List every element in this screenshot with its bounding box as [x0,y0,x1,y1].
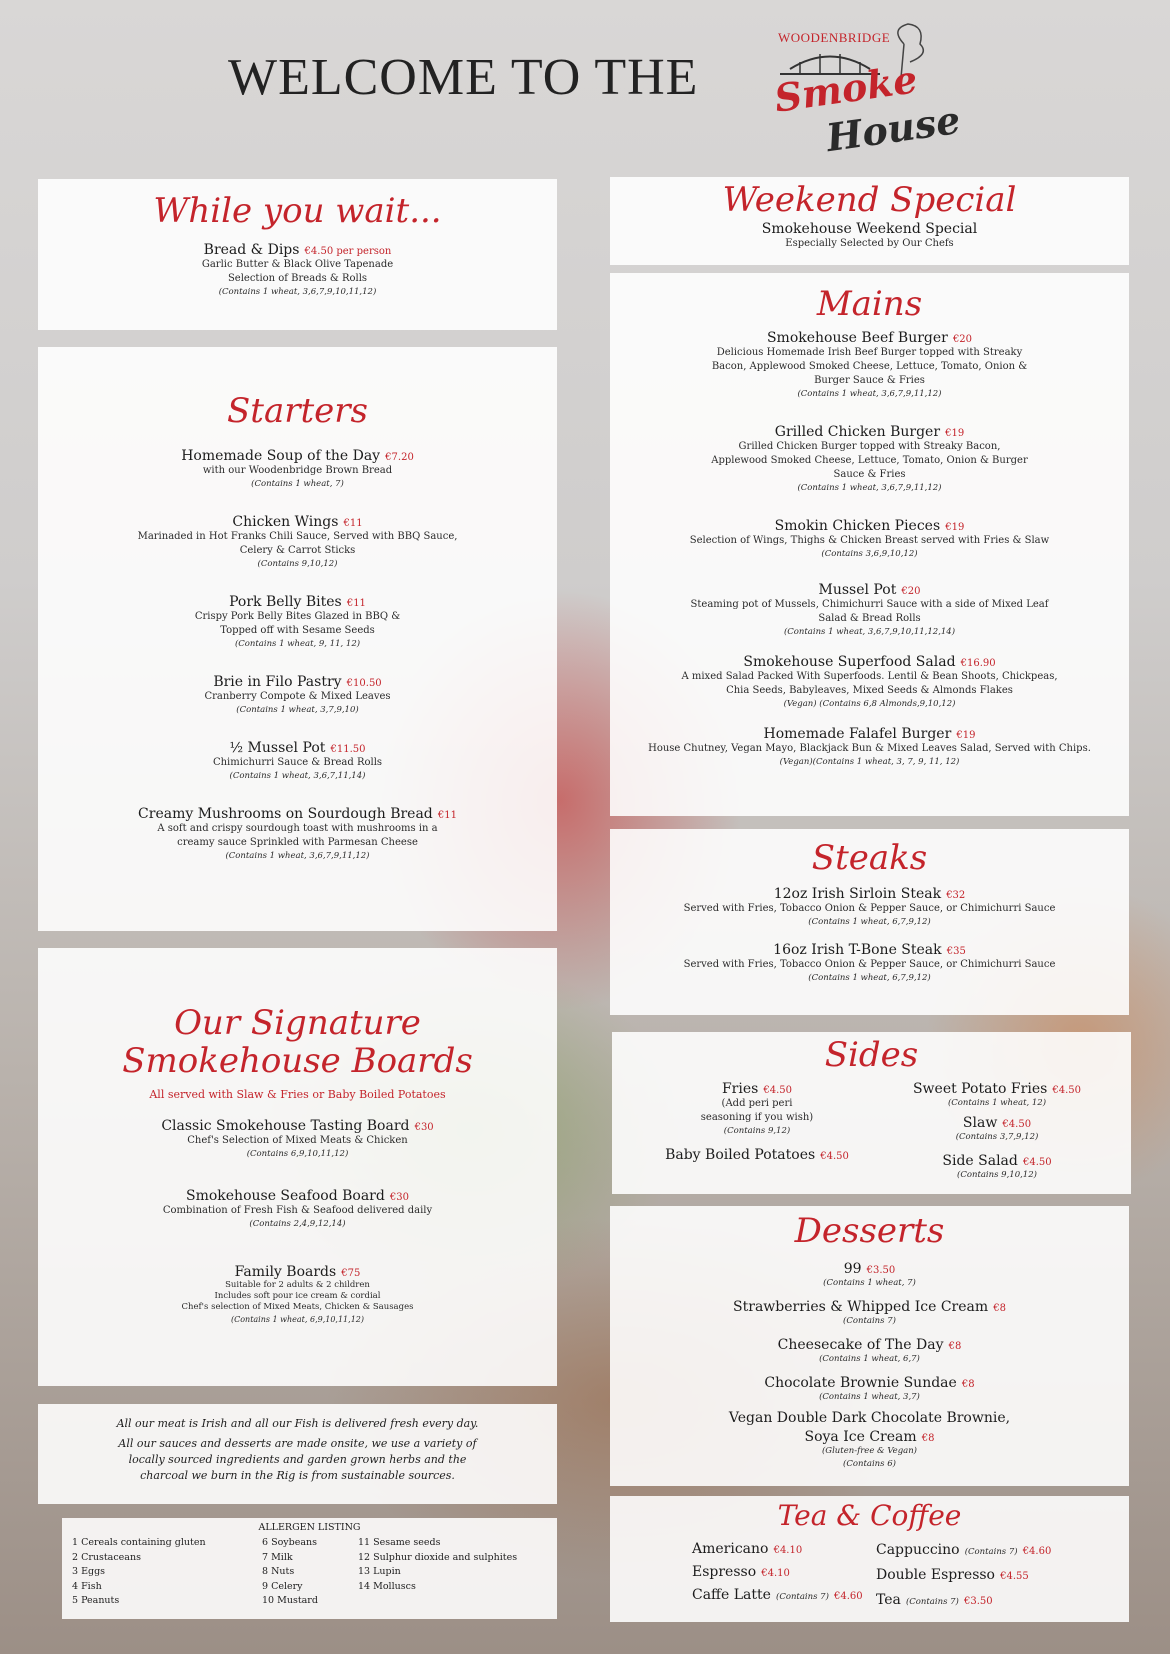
bread-dips-desc1: Garlic Butter & Black Olive Tapenade [201,259,394,270]
allergen-item: 1 Cereals containing gluten [72,1537,206,1548]
side-sweet-potato [882,1078,1112,1110]
item-desc: Crispy Pork Belly Bites Glazed in BBQ & Topped off with Sesame Seeds [194,611,401,636]
starter-item [88,591,507,651]
desserts-panel [610,1206,1129,1486]
item-price: €4.55 [1000,1571,1029,1582]
allergen-item: 5 Peanuts [72,1595,120,1606]
item-price: €32 [946,890,966,901]
bread-dips-price: €4.50 per person [304,246,392,257]
item-price: €19 [956,730,976,741]
item-contains: (Contains 1 wheat, 3,7) [819,1392,920,1402]
item-name: 12oz Irish Sirloin Steak [773,886,942,902]
item-name: Smokehouse Seafood Board [185,1188,385,1204]
starter-item [88,803,507,863]
weekend-title: Weekend Special [722,180,1017,220]
boards-panel [38,948,557,1386]
item-contains: (Contains 3,7,9,12) [955,1132,1039,1142]
item-contains: (Contains 9,10,12) [257,559,338,569]
item-contains: (Contains 1 wheat, 6,7) [819,1354,920,1364]
weekend-special-panel [610,177,1129,265]
item-price: €4.10 [773,1545,803,1556]
bread-dips-name: Bread & Dips [203,242,300,258]
dessert-vegan [610,1410,1129,1471]
item-price: €30 [389,1192,410,1203]
logo-mid-text: Smoke [771,56,920,121]
allergen-item: 7 Milk [262,1551,293,1563]
item-price: €11 [346,598,366,609]
item-note: (Contains 7) [964,1547,1018,1557]
item-name: Smokehouse Beef Burger [766,330,948,346]
item-name: Grilled Chicken Burger [774,424,941,440]
item-contains: (Contains 1 wheat, 9, 11, 12) [234,639,361,649]
item-desc: Marinaded in Hot Franks Chili Sauce, Served with BBQ Sauce, Celery & Carrot Sticks [137,531,458,556]
tea-coffee-title: Tea & Coffee [777,1499,962,1532]
main-item [640,723,1099,769]
sourcing-note-panel [38,1404,557,1504]
side-baby-potatoes [652,1144,862,1163]
item-price: €35 [946,946,966,957]
allergen-col-3 [358,1536,517,1609]
dessert-item [610,1258,1129,1290]
allergen-item: 9 Celery [262,1580,303,1592]
mains-title: Mains [816,284,923,324]
item-name: Strawberries & Whipped Ice Cream [733,1299,989,1315]
item-price: €4.10 [761,1568,790,1579]
drink-cappuccino [876,1538,1051,1563]
item-name: Tea [876,1592,901,1608]
allergen-item: 14 Molluscs [358,1580,416,1592]
item-name: Creamy Mushrooms on Sourdough Bread [138,806,433,822]
item-price: €7.20 [385,452,414,463]
item-desc: Steaming pot of Mussels, Chimichurri Sauce with a side of Mixed Leaf Salad & Bread Rolls [690,599,1049,624]
item-contains: (Contains 1 wheat, 6,9,10,11,12) [230,1315,364,1324]
family-board [78,1261,517,1326]
starters-panel [38,347,557,931]
side-salad [882,1150,1112,1182]
allergen-item: 8 Nuts [262,1566,295,1577]
item-name: Espresso [692,1564,757,1580]
item-note: (Contains 7) [776,1592,829,1602]
drink-tea [876,1588,1051,1613]
item-price: €4.50 [1002,1119,1032,1130]
item-contains: (Contains 7) [843,1316,896,1326]
allergen-item: 12 Sulphur dioxide and sulphites [358,1551,518,1563]
item-name: Pork Belly Bites [229,594,342,610]
item-desc: A soft and crispy sourdough toast with mushrooms in a creamy sauce Sprinkled with Parmesan Cheese [157,823,438,848]
tea-left-col [692,1538,863,1607]
item-price: €19 [945,428,965,439]
item-price: €30 [414,1122,434,1133]
item-name: Soya Ice Cream [804,1429,917,1445]
dessert-item [610,1372,1129,1404]
item-price: €8 [921,1433,935,1444]
item-price: €8 [948,1341,962,1352]
item-desc: Served with Fries, Tobacco Onion & Pepper Sauce, or Chimichurri Sauce [683,903,1056,914]
item-contains: (Contains 2,4,9,12,14) [249,1219,346,1229]
item-name: Homemade Falafel Burger [763,726,952,742]
item-contains: (Contains 1 wheat, 3,6,7,9,11,12) [797,389,942,399]
board-item [78,1185,517,1231]
item-price: €8 [961,1379,975,1390]
item-name: Baby Boiled Potatoes [665,1147,816,1163]
item-name: Caffe Latte [692,1587,771,1603]
drink-double-espresso [876,1563,1051,1588]
starter-item [88,511,507,571]
allergen-item: 6 Soybeans [262,1537,318,1548]
item-name: ½ Mussel Pot [229,740,326,756]
item-name: Homemade Soup of the Day [181,448,381,464]
item-desc: Combination of Fresh Fish & Seafood delivered daily [162,1205,433,1216]
main-item [640,651,1099,711]
note-line-2: All our sauces and desserts are made onsite, we use a variety of locally sourced ingredients and garden grown herbs and the charcoal we burn in the Rig is from sustainable sources. [118,1437,477,1482]
item-price: €4.50 [1052,1085,1082,1096]
dessert-item [610,1334,1129,1366]
mains-panel [610,273,1129,816]
item-desc: Delicious Homemade Irish Beef Burger topped with Streaky Bacon, Applewood Smoked Cheese, Lettuce, Tomato, Onion & Burger Sauce & Fries [711,347,1028,386]
starters-title: Starters [227,391,368,431]
item-desc: A mixed Salad Packed With Superfoods. Lentil & Bean Shoots, Chickpeas, Chia Seeds, Babyleaves, Mixed Seeds & Almonds Flakes [681,671,1058,696]
allergen-item: 11 Sesame seeds [358,1537,441,1548]
item-name: Cheesecake of The Day [777,1337,944,1353]
item-price: €10.50 [346,678,382,689]
starter-item [88,737,507,783]
item-name: Vegan Double Dark Chocolate Brownie, [728,1410,1011,1426]
steaks-panel [610,829,1129,1015]
item-name: 16oz Irish T-Bone Steak [773,942,942,958]
item-name: Cappuccino [876,1542,960,1558]
item-contains: (Contains 1 wheat, 7) [823,1278,916,1288]
item-desc: House Chutney, Vegan Mayo, Blackjack Bun & Mixed Leaves Salad, Served with Chips. [648,743,1091,754]
sides-title: Sides [824,1035,919,1075]
item-price: €20 [952,334,973,345]
item-desc: Chimichurri Sauce & Bread Rolls [212,757,383,768]
main-item [640,515,1099,561]
logo-bot-text: House [823,96,963,161]
item-price: €11.50 [330,744,366,755]
main-item [640,327,1099,401]
item-contains: (Contains 3,6,9,10,12) [821,549,918,559]
item-desc: Cranberry Compote & Mixed Leaves [204,691,391,702]
item-price: €4.50 [1022,1157,1052,1168]
item-contains: (Contains 1 wheat, 6,7,9,12) [808,973,931,983]
item-price: €20 [901,586,921,597]
item-price: €4.50 [820,1151,849,1162]
item-price: €19 [945,522,965,533]
item-price: €3.50 [866,1265,896,1276]
item-name: 99 [843,1261,862,1277]
item-price: €4.60 [1022,1546,1052,1557]
item-name: Smokehouse Superfood Salad [743,654,956,670]
steaks-title: Steaks [811,838,928,878]
item-name: Sweet Potato Fries [912,1081,1048,1097]
boards-title-1: Our Signature [174,1003,421,1043]
item-price: €8 [993,1303,1006,1314]
item-desc: Includes soft pour ice cream & cordial [214,1291,381,1301]
main-item [640,421,1099,495]
item-contains: (Vegan) (Contains 6,8 Almonds,9,10,12) [783,699,956,709]
item-name: Fries [721,1081,759,1097]
smokehouse-logo [770,14,963,164]
item-desc: Chef's selection of Mixed Meats, Chicken & Sausages [181,1302,414,1312]
item-desc: with our Woodenbridge Brown Bread [202,465,393,476]
item-contains: (Contains 9,10,12) [957,1170,1037,1180]
item-desc: Selection of Wings, Thighs & Chicken Breast served with Fries & Slaw [689,535,1050,546]
item-name: Brie in Filo Pastry [213,674,342,690]
while-you-wait-title: While you wait... [153,191,442,231]
starter-item [88,671,507,717]
dessert-item [610,1296,1129,1328]
starter-item [88,445,507,491]
steak-item [610,883,1129,929]
item-price: €3.50 [963,1596,993,1607]
item-contains: (Contains 9,12) [723,1126,791,1136]
allergen-item: 3 Eggs [72,1566,106,1577]
item-name: Classic Smokehouse Tasting Board [161,1118,410,1134]
drink-americano [692,1538,863,1561]
side-fries [662,1078,852,1138]
item-contains: (Contains 1 wheat, 3,7,9,10) [236,705,359,715]
item-name: Double Espresso [876,1567,995,1583]
item-contains: (Contains 6,9,10,11,12) [246,1149,349,1159]
allergen-item: 4 Fish [72,1580,102,1592]
while-you-wait-panel [38,179,557,330]
drink-espresso [692,1561,863,1584]
item-price: €4.60 [834,1591,863,1602]
allergen-item: 13 Lupin [358,1566,401,1577]
item-name: Mussel Pot [818,582,897,598]
boards-subtitle: All served with Slaw & Fries or Baby Boiled Potatoes [149,1088,446,1101]
item-desc: Grilled Chicken Burger topped with Streaky Bacon, Applewood Smoked Cheese, Lettuce, Tomato, Onion & Burger Sauce & Fries [711,441,1028,480]
bread-dips-contains: (Contains 1 wheat, 3,6,7,9,10,11,12) [218,287,377,297]
item-contains: (Contains 1 wheat, 3,6,7,9,10,11,12,14) [783,627,956,637]
logo-top-text: WOODENBRIDGE [778,30,891,45]
item-contains: (Contains 1 wheat, 12) [947,1098,1047,1108]
main-item [640,579,1099,639]
tea-right-col [876,1538,1051,1613]
starters-list [88,445,507,863]
welcome-heading: WELCOME TO THE [228,49,699,106]
item-contains: (Vegan)(Contains 1 wheat, 3, 7, 9, 11, 12) [779,757,960,767]
item-name: Americano [692,1541,769,1557]
item-desc: Chef's Selection of Mixed Meats & Chicken [187,1135,408,1146]
item-name: Slaw [962,1115,998,1131]
item-price: €16.90 [960,658,996,669]
weekend-desc: Especially Selected by Our Chefs [785,238,954,249]
drink-latte [692,1584,863,1607]
allergen-title: ALLERGEN LISTING [258,1522,361,1533]
item-contains: (Contains 1 wheat, 7) [251,479,344,489]
steak-item [610,939,1129,985]
sides-panel [612,1032,1131,1194]
item-contains: (Contains 1 wheat, 6,7,9,12) [808,917,931,927]
allergen-item: 2 Crustaceans [72,1551,141,1563]
side-slaw [882,1112,1112,1144]
item-price: €11 [437,810,457,821]
item-price: €75 [341,1268,361,1279]
allergen-col-1 [72,1536,262,1609]
boards-title-2: Smokehouse Boards [122,1041,473,1081]
item-desc: Suitable for 2 adults & 2 children [225,1280,370,1290]
item-contains: (Contains 1 wheat, 3,6,7,9,11,12) [225,851,370,861]
item-contains: (Contains 1 wheat, 3,6,7,9,11,12) [797,483,942,493]
tea-coffee-panel [610,1496,1129,1622]
item-contains: (Contains 1 wheat, 3,6,7,11,14) [229,771,366,781]
allergen-panel [62,1518,557,1619]
note-line-1: All our meat is Irish and all our Fish is delivered fresh every day. [116,1417,479,1430]
item-note: (Contains 7) [905,1597,959,1607]
item-name: Side Salad [942,1153,1018,1169]
item-desc: (Add peri peri seasoning if you wish) [700,1098,814,1123]
item-name: Family Boards [234,1264,337,1280]
item-note: (Gluten-free & Vegan) [821,1446,918,1456]
bread-dips-desc2: Selection of Breads & Rolls [227,273,368,284]
weekend-name: Smokehouse Weekend Special [761,221,978,237]
item-price: €11 [343,518,363,529]
item-contains: (Contains 6) [843,1459,896,1469]
item-desc: Served with Fries, Tobacco Onion & Pepper Sauce, or Chimichurri Sauce [683,959,1056,970]
board-item [78,1115,517,1161]
allergen-col-2 [262,1536,358,1609]
item-name: Smokin Chicken Pieces [774,518,941,534]
desserts-title: Desserts [794,1211,945,1251]
item-name: Chicken Wings [232,514,339,530]
item-price: €4.50 [763,1085,793,1096]
allergen-item: 10 Mustard [262,1595,318,1606]
item-name: Chocolate Brownie Sundae [764,1375,957,1391]
